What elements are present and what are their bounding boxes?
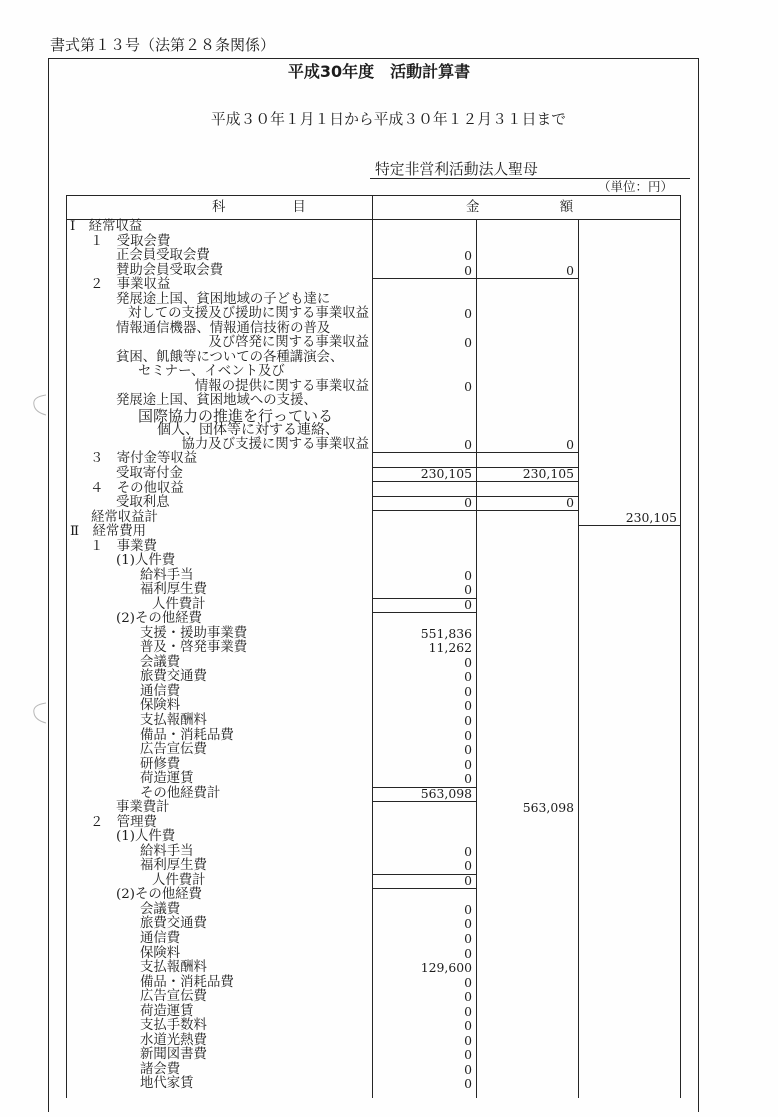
table-row: [0, 365, 778, 380]
header-amount: 金 額: [466, 200, 574, 215]
unit-label: （単位：円）: [598, 179, 674, 194]
subject-label: 普及・啓発事業費: [140, 640, 248, 656]
amount-detail: 0: [464, 771, 472, 787]
table-row: [0, 830, 778, 845]
subject-label: ２ 事業収益: [90, 277, 171, 293]
subject-label: その他経費計: [140, 785, 221, 801]
amount-subtotal: 0: [566, 262, 574, 278]
table-row: [0, 351, 778, 366]
table-row: [0, 1077, 778, 1092]
table-row: [0, 1005, 778, 1020]
table-row: [0, 293, 778, 308]
amount-detail: 0: [464, 1018, 472, 1034]
subject-label: 受取寄付金: [116, 466, 183, 481]
subject-label: 備品・消耗品費: [140, 974, 234, 990]
table-row: [0, 278, 778, 293]
amount-detail: 0: [464, 1032, 472, 1048]
subject-label: 賛助会員受取会費: [116, 262, 224, 278]
subject-label: 保険料: [140, 945, 181, 961]
table-row: [0, 888, 778, 903]
fiscal-period: 平成３０年１月１日から平成３０年１２月３１日まで: [210, 111, 567, 128]
table-row: [0, 569, 778, 584]
table-row: [0, 859, 778, 874]
subject-label: 支払報酬料: [140, 960, 207, 976]
amount-detail: 0: [464, 901, 472, 917]
amount-detail: 0: [464, 1061, 472, 1077]
amount-detail: 0: [464, 858, 472, 874]
amount-detail: 129,600: [420, 960, 472, 976]
amount-detail: 0: [464, 654, 472, 670]
table-row: [0, 264, 778, 279]
table-row: [0, 699, 778, 714]
subject-label: 荷造運賃: [140, 1003, 194, 1019]
subject-label: 通信費: [140, 930, 181, 946]
amount-detail: 0: [464, 1047, 472, 1063]
amount-detail: 0: [464, 495, 472, 511]
table-row: [0, 801, 778, 816]
amount-detail: 0: [464, 756, 472, 772]
table-row: [0, 1019, 778, 1034]
table-row: [0, 406, 778, 425]
subject-label: 新聞図書費: [140, 1047, 207, 1063]
subject-label: 個人、団体等に対する連絡、: [157, 422, 339, 439]
amount-detail: 0: [464, 567, 472, 583]
table-row: [0, 917, 778, 932]
subject-label: 経常収益計: [91, 509, 158, 525]
subject-label: 研修費: [140, 756, 181, 772]
subject-label: １ 事業費: [90, 538, 157, 554]
amount-detail: 563,098: [420, 785, 472, 801]
amount-detail: 0: [464, 727, 472, 743]
amount-detail: 0: [464, 683, 472, 699]
table-row: [0, 758, 778, 773]
amount-detail: 0: [464, 582, 472, 598]
table-row: [0, 423, 778, 438]
table-row: [0, 743, 778, 758]
table-row: [0, 482, 778, 497]
table-row: [0, 947, 778, 962]
subject-label: 水道光熱費: [140, 1032, 207, 1048]
organization-name: 特定非営利活動法人聖母: [375, 161, 538, 178]
amount-detail: 0: [464, 930, 472, 946]
subject-label: (1)人件費: [116, 553, 176, 569]
table-row: [0, 641, 778, 656]
table-row: [0, 511, 778, 526]
table-row: [0, 729, 778, 744]
subject-label: ４ その他収益: [90, 480, 184, 496]
table-row: [0, 627, 778, 642]
document-title: 平成30年度 活動計算書: [287, 62, 471, 81]
subject-label: 旅費交通費: [140, 669, 207, 685]
subject-label: Ⅱ 経常費用: [70, 524, 147, 540]
table-row: [0, 656, 778, 671]
amount-detail: 0: [464, 335, 472, 351]
table-row: [0, 307, 778, 322]
subject-label: セミナー、イベント及び: [138, 364, 285, 380]
subject-label: ３ 寄付金等収益: [90, 451, 198, 467]
subject-label: 会議費: [140, 654, 181, 670]
subject-label: 備品・消耗品費: [140, 727, 234, 743]
subject-label: 支払報酬料: [140, 713, 207, 729]
table-row: [0, 540, 778, 555]
subject-label: 広告宣伝費: [140, 989, 207, 1005]
form-number: 書式第１３号（法第２８条関係）: [50, 36, 276, 54]
amount-detail: 0: [464, 989, 472, 1005]
subject-label: 通信費: [140, 683, 181, 699]
table-row: [0, 932, 778, 947]
table-row: [0, 583, 778, 598]
subject-label: 支援・援助事業費: [140, 625, 248, 641]
amount-detail: 0: [464, 436, 472, 452]
table-row: [0, 235, 778, 250]
amount-detail: 0: [464, 974, 472, 990]
table-row: [0, 670, 778, 685]
subject-label: ２ 管理費: [90, 814, 157, 830]
amount-detail: 0: [464, 262, 472, 278]
amount-subtotal: 0: [566, 495, 574, 511]
table-row: [0, 322, 778, 337]
subject-label: 人件費計: [152, 872, 206, 888]
table-row: [0, 452, 778, 467]
table-row: [0, 976, 778, 991]
table-row: [0, 612, 778, 627]
table-row: [0, 714, 778, 729]
amount-detail: 0: [464, 378, 472, 394]
subject-label: １ 受取会費: [90, 233, 171, 249]
amount-total: 230,105: [625, 509, 677, 525]
subject-label: 受取利息: [116, 495, 170, 511]
amount-detail: 0: [464, 742, 472, 758]
header-subject: 科 目: [212, 200, 306, 215]
table-row: [0, 772, 778, 787]
subject-label: 事業費計: [116, 800, 170, 816]
amount-detail: 11,262: [428, 640, 472, 656]
subject-label: 地代家賃: [140, 1076, 194, 1092]
amount-detail: 0: [464, 596, 472, 612]
subject-label: 支払手数料: [140, 1018, 207, 1034]
subject-label: 保険料: [140, 698, 181, 714]
subject-label: 広告宣伝費: [140, 742, 207, 758]
table-row: [0, 394, 778, 409]
subject-label: 人件費計: [152, 596, 206, 612]
amount-detail: 0: [464, 1076, 472, 1092]
subject-label: Ⅰ 経常収益: [70, 219, 143, 234]
subject-label: 正会員受取会費: [116, 248, 210, 264]
table-row: [0, 990, 778, 1005]
amount-detail: 0: [464, 843, 472, 859]
table-row: [0, 554, 778, 569]
table-row: [0, 1034, 778, 1049]
table-row: [0, 845, 778, 860]
amount-detail: 0: [464, 248, 472, 264]
subject-label: (2)その他経費: [116, 611, 202, 627]
amount-subtotal: 0: [566, 436, 574, 452]
subject-label: 福利厚生費: [140, 582, 207, 598]
amount-subtotal: 563,098: [522, 800, 574, 816]
amount-detail: 0: [464, 698, 472, 714]
amount-detail: 0: [464, 306, 472, 322]
subject-label: 福利厚生費: [140, 858, 207, 874]
table-row: [0, 336, 778, 351]
amount-detail: 0: [464, 945, 472, 961]
table-row: [0, 685, 778, 700]
subject-label: 給料手当: [140, 567, 194, 583]
table-row: [0, 525, 778, 540]
table-row: [0, 961, 778, 976]
subject-label: (2)その他経費: [116, 887, 202, 903]
subject-label: 旅費交通費: [140, 916, 207, 932]
subject-label: 国際協力の推進を行っている: [138, 406, 334, 425]
subject-label: 発展途上国、貧困地域への支援、: [116, 393, 317, 409]
table-row: [0, 787, 778, 802]
table-row: [0, 220, 778, 235]
amount-detail: 0: [464, 916, 472, 932]
table-row: [0, 467, 778, 482]
subject-label: 荷造運賃: [140, 771, 194, 787]
subject-label: 諸会費: [140, 1061, 181, 1077]
amount-detail: 0: [464, 872, 472, 888]
table-row: [0, 1063, 778, 1078]
table-row: [0, 496, 778, 511]
amount-detail: 230,105: [420, 466, 472, 481]
subject-label: (1)人件費: [116, 829, 176, 845]
subject-label: 対しての支援及び援助に関する事業収益: [127, 306, 369, 322]
table-row: [0, 249, 778, 264]
subject-label: 給料手当: [140, 843, 194, 859]
subject-label: 及び啓発に関する事業収益: [208, 335, 369, 351]
subject-label: 発展途上国、貧困地域の子ども達に: [116, 291, 331, 307]
amount-detail: 0: [464, 669, 472, 685]
table-row: [0, 1048, 778, 1063]
table-row: [0, 903, 778, 918]
subject-label: 貧困、飢餓等についての各種講演会、: [116, 349, 344, 365]
amount-subtotal: 230,105: [522, 466, 574, 481]
amount-detail: 551,836: [420, 625, 472, 641]
amount-detail: 0: [464, 713, 472, 729]
subject-label: 情報通信機器、情報通信技術の普及: [116, 320, 331, 336]
amount-detail: 0: [464, 1003, 472, 1019]
subject-label: 協力及び支援に関する事業収益: [181, 436, 369, 452]
subject-label: 情報の提供に関する事業収益: [194, 378, 369, 394]
subject-label: 会議費: [140, 901, 181, 917]
